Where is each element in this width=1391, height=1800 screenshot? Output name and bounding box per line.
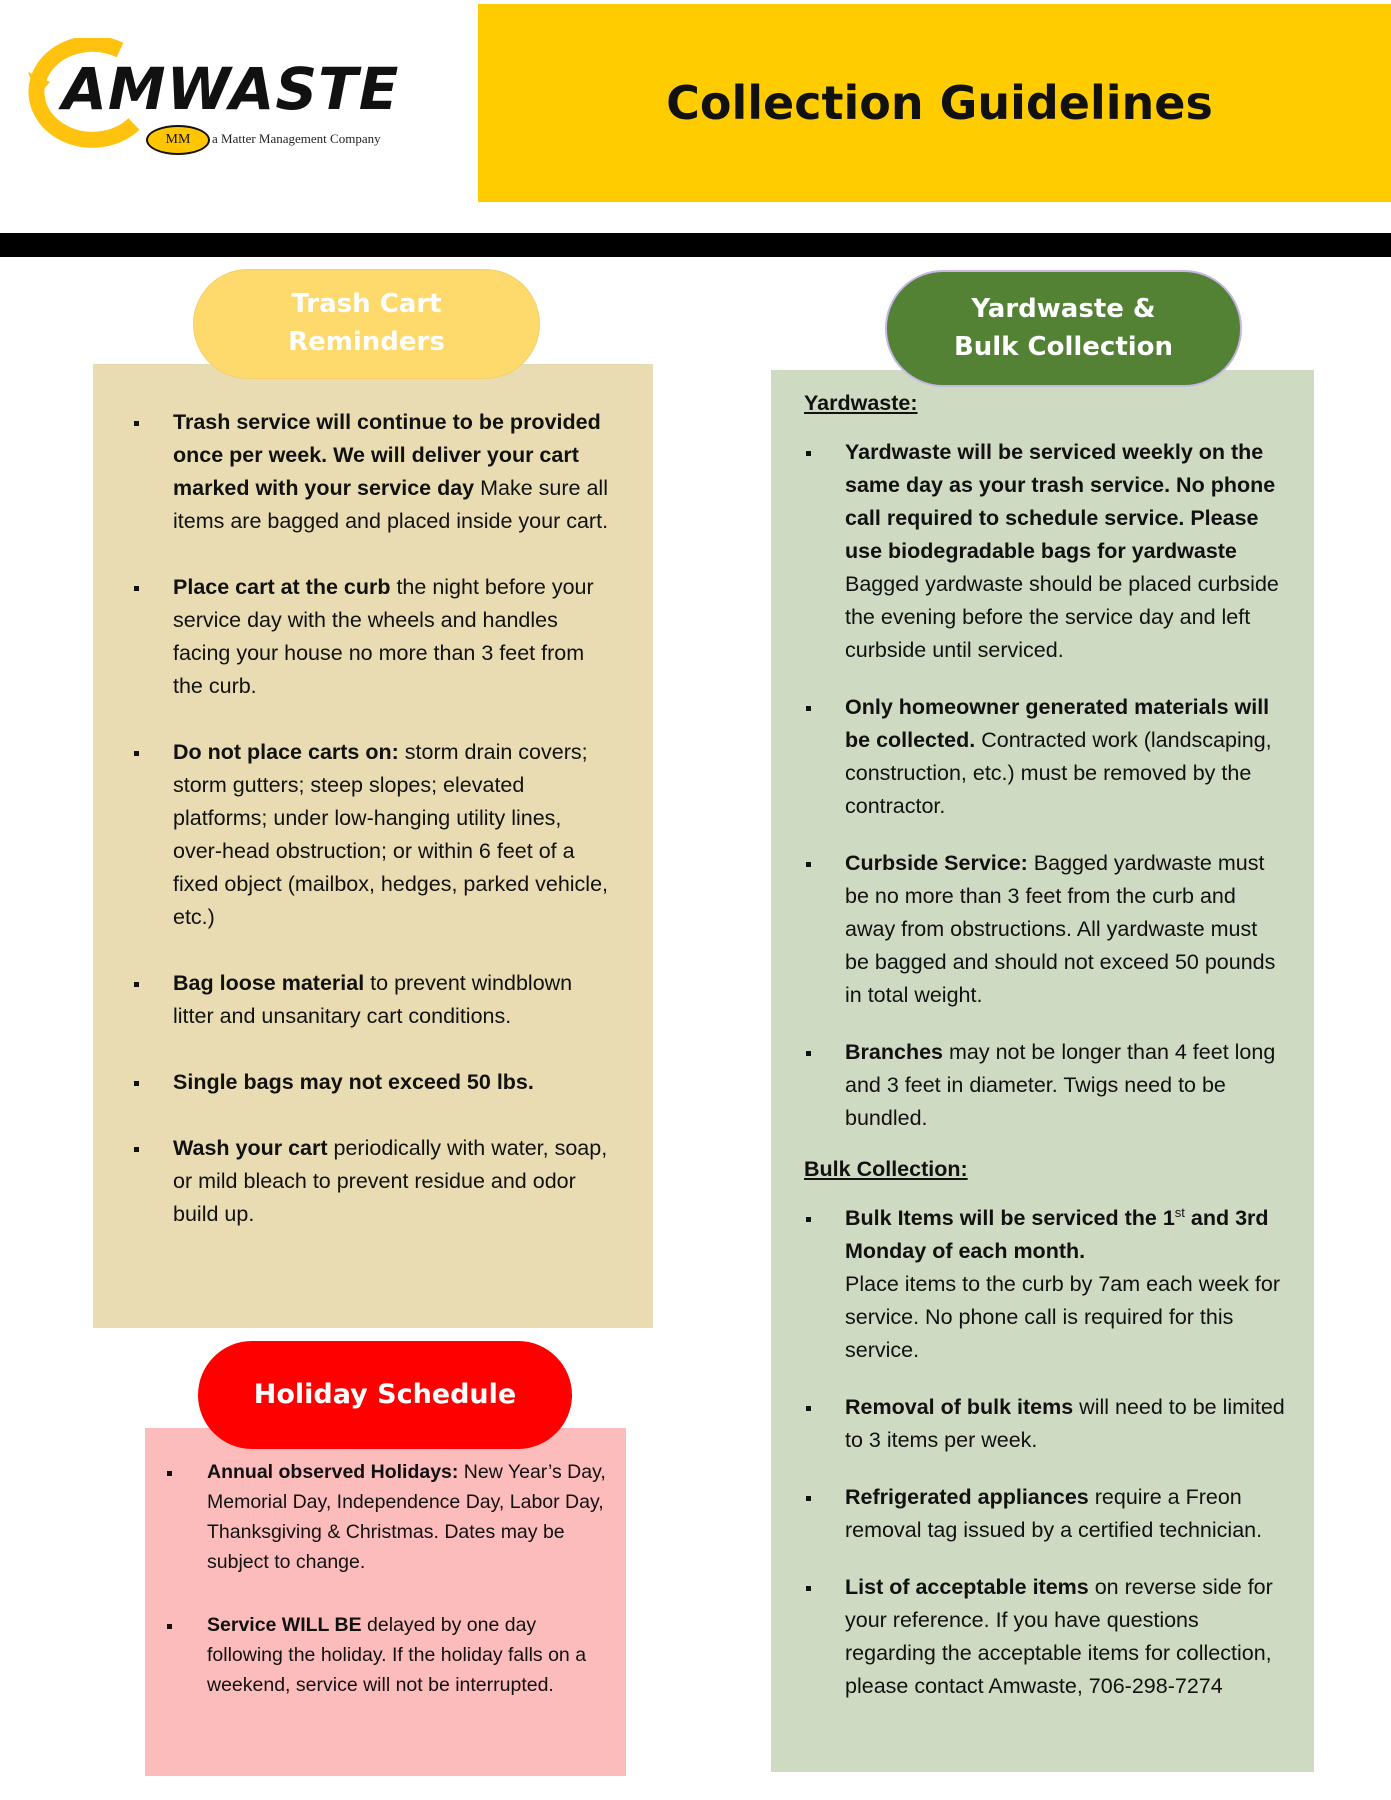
yardwaste-subheading: Yardwaste: [804, 391, 918, 415]
list-item: Only homeowner generated materials will be collected. Contracted work (landscaping, construction, etc.) must be removed by the contractor. [845, 691, 1285, 823]
trash-heading-line2: Reminders [288, 327, 445, 357]
list-item: Removal of bulk items will need to be limited to 3 items per week. [845, 1391, 1285, 1457]
yardwaste-list [845, 436, 1285, 1159]
mm-badge: MM [146, 125, 210, 155]
list-item: Do not place carts on: storm drain covers; storm gutters; steep slopes; elevated platforms; under low-hanging utility lines, over-head obstruction; or within 6 feet of a fixed object (mailbox, hedges, parked vehicle, etc.) [173, 736, 613, 934]
list-item: Wash your cart periodically with water, soap, or mild bleach to prevent residue and odor build up. [173, 1132, 613, 1231]
yard-heading-line2: Bulk Collection [953, 331, 1174, 362]
list-item: Branches may not be longer than 4 feet long and 3 feet in diameter. Twigs need to be bundled. [845, 1036, 1285, 1135]
list-item: Service WILL BE delayed by one day following the holiday. If the holiday falls on a weekend, service will not be interrupted. [207, 1610, 607, 1700]
title-banner [478, 4, 1391, 202]
list-item: Yardwaste will be serviced weekly on the same day as your trash service. No phone call required to schedule service. Please use biodegradable bags for yardwaste Bagged yardwaste should be placed curbside the evening before the service day and left curbside until serviced. [845, 436, 1285, 667]
list-item: Refrigerated appliances require a Freon removal tag issued by a certified technician. [845, 1481, 1285, 1547]
list-item: Bulk Items will be serviced the 1st and 3rd Monday of each month. Place items to the curb by 7am each week for service. No phone call is required for this service. [845, 1202, 1285, 1367]
trash-list [173, 406, 613, 1264]
amwaste-logo [22, 38, 442, 158]
trash-heading-line1: Trash Cart [291, 289, 442, 320]
bulk-list [845, 1202, 1285, 1727]
list-item: Bag loose material to prevent windblown litter and unsanitary cart conditions. [173, 967, 613, 1033]
yard-heading-line1: Yardwaste & [971, 293, 1156, 324]
list-item: Place cart at the curb the night before your service day with the wheels and handles facing your house no more than 3 feet from the curb. [173, 571, 613, 703]
bulk-subheading: Bulk Collection: [804, 1157, 968, 1181]
holiday-heading-pill [198, 1341, 572, 1449]
holiday-list [207, 1457, 607, 1733]
list-item: Curbside Service: Bagged yardwaste must be no more than 3 feet from the curb and away from obstructions. All yardwaste must be bagged and should not exceed 50 pounds in total weight. [845, 847, 1285, 1012]
list-item: Trash service will continue to be provided once per week. We will deliver your cart marked with your service day Make sure all items are bagged and placed inside your cart. [173, 406, 613, 538]
logo-wordmark: AMWASTE [62, 55, 400, 123]
list-item: Single bags may not exceed 50 lbs. [173, 1066, 613, 1099]
page-title: Collection Guidelines [666, 76, 1213, 130]
list-item: List of acceptable items on reverse side for your reference. If you have questions regarding the acceptable items for collection, please contact Amwaste, 706-298-7274 [845, 1571, 1285, 1703]
holiday-heading: Holiday Schedule [253, 1379, 517, 1411]
yard-heading-pill [885, 270, 1242, 387]
logo-tagline: a Matter Management Company [212, 131, 381, 146]
trash-heading-pill [194, 270, 539, 378]
header-divider [0, 233, 1391, 257]
list-item: Annual observed Holidays: New Year’s Day, Memorial Day, Independence Day, Labor Day, Thanksgiving & Christmas. Dates may be subject to change. [207, 1457, 607, 1577]
